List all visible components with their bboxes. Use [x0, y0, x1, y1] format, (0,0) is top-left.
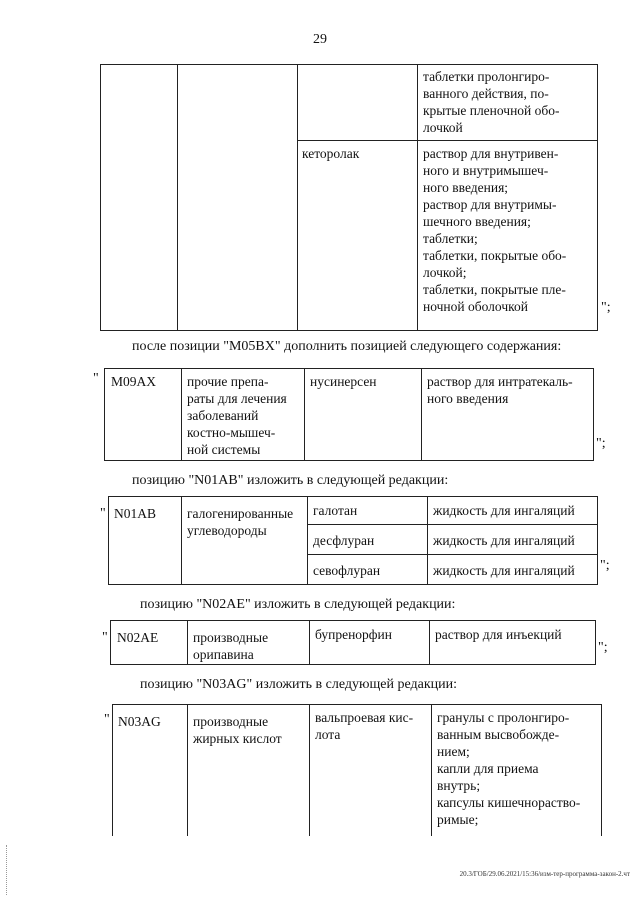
atc-code-cell: N01AB: [114, 506, 157, 521]
table-n01ab: [108, 496, 598, 585]
closing-quote: ";: [596, 436, 606, 451]
dosage-form-cell: гранулы с пролонгиро- ванным высвобожде- нием; капли для приема внутрь; капсулы кишечнораство- римые;: [437, 710, 581, 827]
group-cell: производные жирных кислот: [193, 714, 282, 746]
dosage-form-cell: раствор для инъекций: [435, 627, 562, 642]
paragraph: позицию "N01AB" изложить в следующей редакции:: [132, 473, 449, 488]
atc-code-cell: N03AG: [118, 714, 161, 729]
dosage-form-cell: жидкость для ингаляций: [433, 533, 575, 548]
drug-name-cell: севофлуран: [313, 563, 381, 578]
drug-name-cell: вальпроевая кис- лота: [315, 710, 414, 742]
closing-quote: ";: [601, 300, 611, 315]
footer-docref: 20.3/ГОБ/29.06.2021/15:36/изм-тер-программа-закон-2.чт: [459, 870, 630, 878]
table-n03ag: [112, 704, 602, 836]
dosage-form-cell: раствор для внутривен- ного и внутримышеч- ного введения; раствор для внутримы- шечного введения; таблетки; таблетки, покрытые обо- лочкой; таблетки, покрытые пле- ночной оболочкой: [423, 146, 567, 314]
group-cell: прочие препа- раты для лечения заболеваний костно-мышеч- ной системы: [187, 374, 287, 457]
dosage-form-cell: жидкость для ингаляций: [433, 563, 575, 578]
opening-quote: ": [93, 371, 99, 386]
opening-quote: ": [100, 506, 106, 521]
drug-name-cell: десфлуран: [313, 533, 375, 548]
table-m09ax: [104, 368, 594, 461]
closing-quote: ";: [600, 558, 610, 573]
dosage-form-cell: раствор для интратекаль- ного введения: [427, 374, 573, 406]
paragraph: позицию "N03AG" изложить в следующей редакции:: [140, 677, 457, 692]
page-number: 29: [313, 32, 327, 47]
table-n02ae: [110, 620, 596, 665]
closing-quote: ";: [598, 640, 608, 655]
drug-name-cell: нусинерсен: [310, 374, 377, 389]
dosage-form-cell: таблетки пролонгиро- ванного действия, по- крытые пленочной обо- лочкой: [423, 69, 560, 135]
group-cell: производные орипавина: [193, 630, 269, 662]
opening-quote: ": [102, 630, 108, 645]
drug-name-cell: кеторолак: [302, 146, 360, 161]
table-continued: [100, 64, 598, 331]
drug-name-cell: бупренорфин: [315, 627, 392, 642]
paragraph: позицию "N02AE" изложить в следующей редакции:: [140, 597, 456, 612]
atc-code-cell: N02AE: [117, 630, 159, 645]
group-cell: галогенированные углеводороды: [187, 506, 294, 538]
paragraph: после позиции "M05BX" дополнить позицией следующего содержания:: [132, 339, 562, 354]
opening-quote: ": [104, 712, 110, 727]
drug-name-cell: галотан: [313, 503, 358, 518]
atc-code-cell: M09AX: [111, 374, 157, 389]
dosage-form-cell: жидкость для ингаляций: [433, 503, 575, 518]
scan-edge: [6, 845, 7, 895]
